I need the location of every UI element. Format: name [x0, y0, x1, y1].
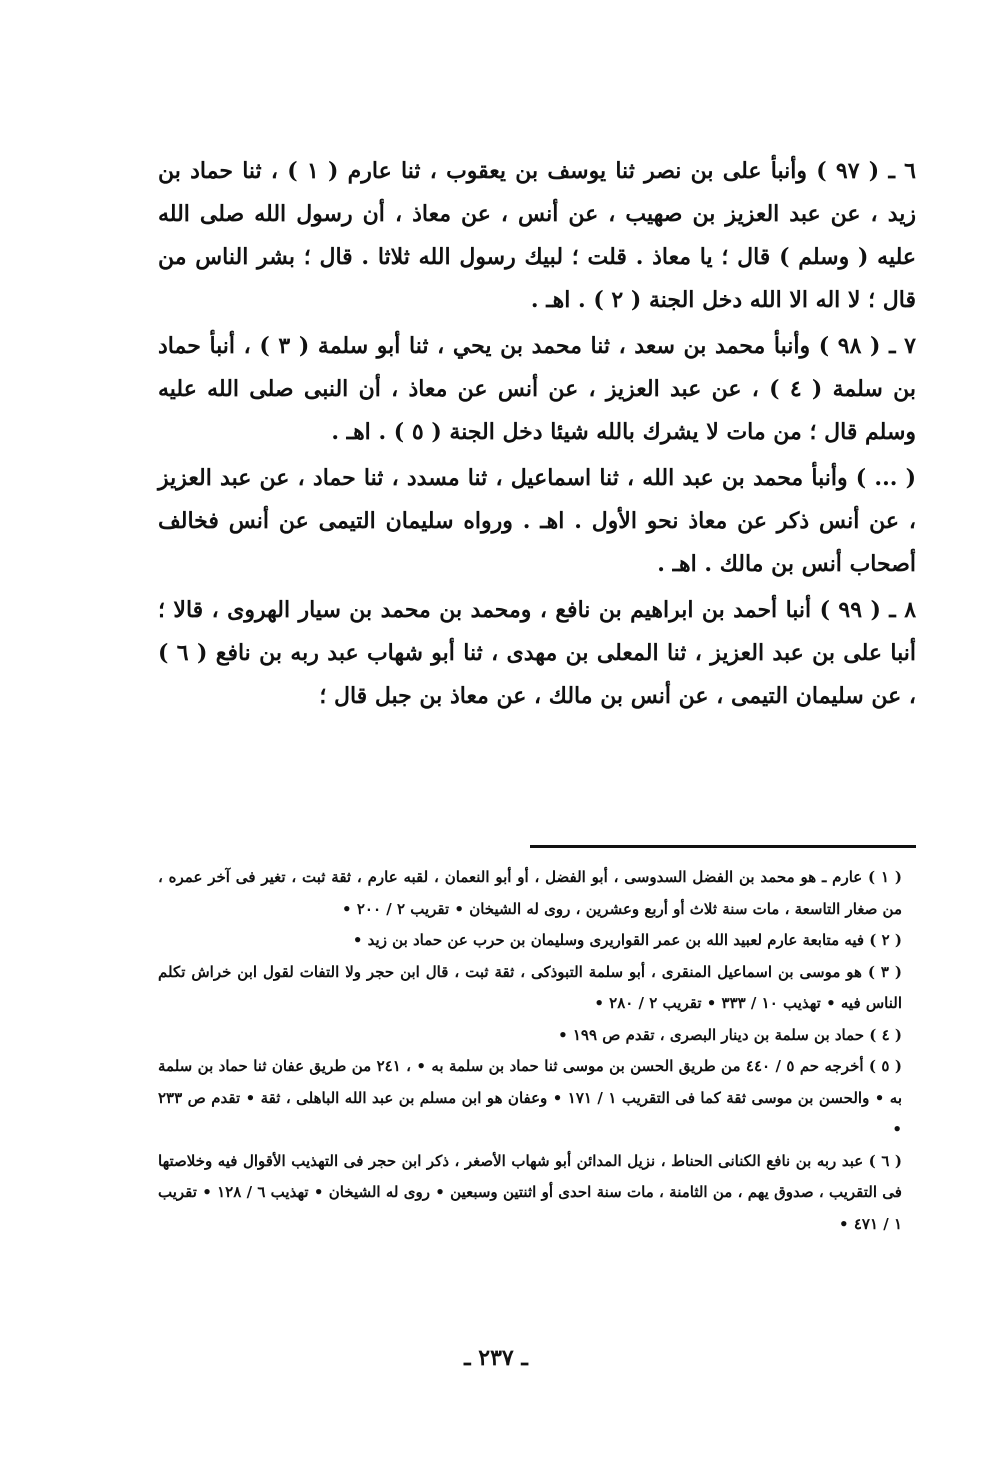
hadith-paragraph-97: ٦ ـ ( ٩٧ ) وأنبأ على بن نصر ثنا يوسف بن يعقوب ، ثنا عارم ( ١ ) ، ثنا حماد بن زيد ، عن عبد العزيز بن صهيب ، عن أنس ، عن معاذ ، أن رسول الله صلى الله عليه ( وسلم ) قال ؛ يا معاذ . قلت ؛ لبيك رسول الله ثلاثا . قال ؛ بشر الناس من قال ؛ لا اله الا الله دخل الجنة ( ٢ ) . اهـ .: [158, 158, 916, 313]
footnote-6: ( ٦ ) عبد ربه بن نافع الكنانى الحناط ، نزيل المدائن أبو شهاب الأصغر ، ذكر ابن حجر فى التهذيب الأقوال فيه وخلاصتها فى التقريب ، صدوق يهم ، من الثامنة ، مات سنة احدى أو اثنتين وسبعين • روى له الشيخان • تهذيب ٦ / ١٢٨ • تقريب ١ / ٤٧١ •: [158, 1151, 902, 1233]
hadith-paragraph-99: ٨ ـ ( ٩٩ ) أنبا أحمد بن ابراهيم بن نافع ، ومحمد بن محمد بن سيار الهروى ، قالا ؛ أنبا على بن عبد العزيز ، ثنا المعلى بن مهدى ، ثنا أبو شهاب عبد ربه بن نافع ( ٦ ) ، عن سليمان التيمى ، عن أنس بن مالك ، عن معاذ بن جبل قال ؛: [158, 597, 917, 709]
hadith-paragraph-unnumbered: ( ... ) وأنبأ محمد بن عبد الله ، ثنا اسماعيل ، ثنا مسدد ، ثنا حماد ، عن عبد العزيز ، عن أنس ذكر عن معاذ نحو الأول . اهـ . ورواه سليمان التيمى عن أنس فخالف أصحاب أنس بن مالك . اهـ .: [158, 465, 916, 577]
footnote-2: ( ٢ ) فيه متابعة عارم لعبيد الله بن عمر القواريرى وسليمان بن حرب عن حماد بن زيد •: [352, 931, 902, 949]
footnotes: [158, 862, 902, 1240]
footnote-3: ( ٣ ) هو موسى بن اسماعيل المنقرى ، أبو سلمة التبوذكى ، ثقة ثبت ، قال ابن حجر ولا التفات لقول ابن خراش تكلم الناس فيه • تهذيب ١٠ / ٣٣٣ • تقريب ٢ / ٢٨٠ •: [158, 962, 902, 1012]
footnote-1: ( ١ ) عارم ـ هو محمد بن الفضل السدوسى ، أبو الفضل ، أو أبو النعمان ، لقبه عارم ، ثقة ثبت ، تغير فى آخر عمره ، من صغار التاسعة ، مات سنة ثلاث أو أربع وعشرين ، روى له الشيخان • تقريب ٢ / ٢٠٠ •: [158, 868, 902, 918]
footnote-5: ( ٥ ) أخرجه حم ٥ / ٤٤٠ من طريق الحسن بن موسى ثنا حماد بن سلمة به • ، ٢٤١ من طريق عفان ثنا حماد بن سلمة به • والحسن بن موسى ثقة كما فى التقريب ١ / ١٧١ • وعفان هو ابن مسلم بن عبد الله الباهلى ، ثقة • تقدم ص ٢٣٣ •: [158, 1057, 903, 1138]
page-number: ـ ٢٣٧ ـ: [464, 1345, 528, 1371]
main-text: [158, 150, 916, 721]
footnote-separator: [530, 845, 916, 848]
footnote-4: ( ٤ ) حماد بن سلمة بن دينار البصرى ، تقدم ص ١٩٩ •: [558, 1025, 902, 1044]
hadith-paragraph-98: ٧ ـ ( ٩٨ ) وأنبأ محمد بن سعد ، ثنا محمد بن يحي ، ثنا أبو سلمة ( ٣ ) ، أنبأ حماد بن سلمة ( ٤ ) ، عن عبد العزيز ، عن أنس عن معاذ ، أن النبى صلى الله عليه وسلم قال ؛ من مات لا يشرك بالله شيئا دخل الجنة ( ٥ ) . اهـ .: [158, 333, 916, 445]
